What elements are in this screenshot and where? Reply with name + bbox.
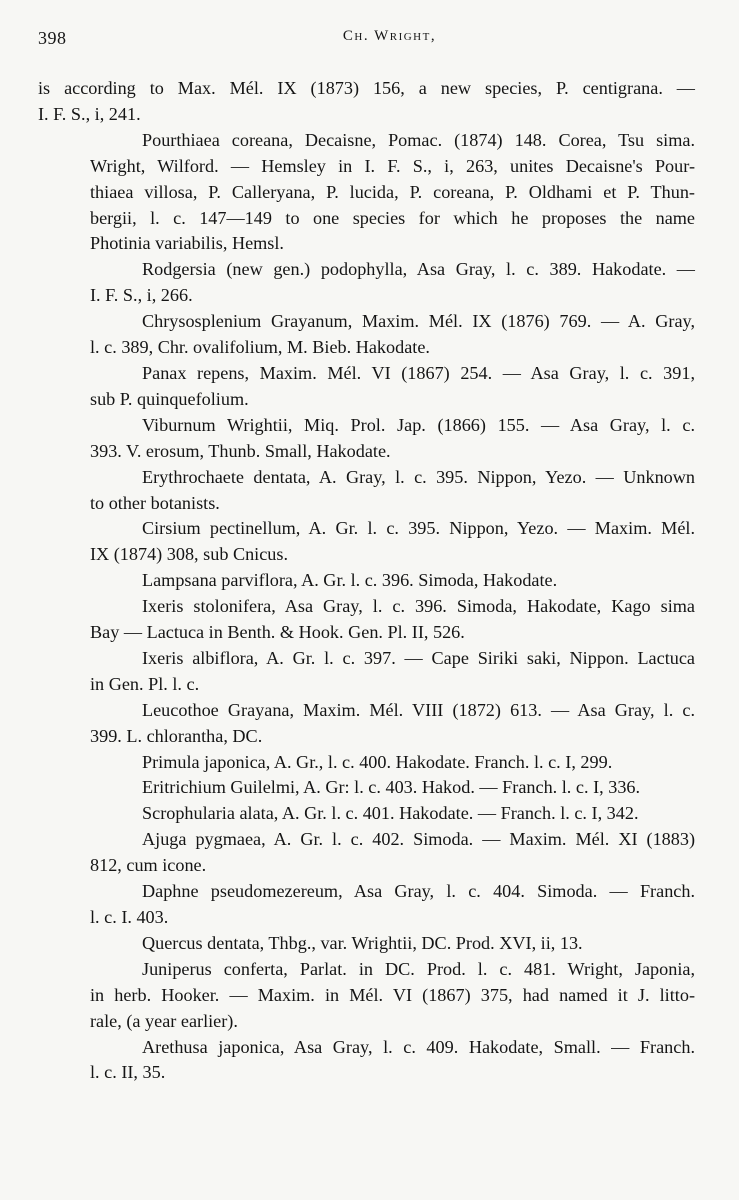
text-line: Pourthiaea coreana, Decaisne, Pomac. (1874) 148. Corea, Tsu sima. xyxy=(142,129,695,150)
entry-paragraph xyxy=(38,775,695,801)
entry-paragraph xyxy=(38,750,695,776)
entry-paragraph xyxy=(38,568,695,594)
entry-paragraph xyxy=(38,309,695,361)
running-head: Ch. Wright, xyxy=(342,28,437,44)
page-number: 398 xyxy=(38,28,67,48)
entry-paragraph xyxy=(38,698,695,750)
text-line: Chrysosplenium Grayanum, Maxim. Mél. IX (1876) 769. — A. Gray, xyxy=(142,311,695,332)
page-header xyxy=(38,28,701,58)
entry-paragraph xyxy=(38,361,695,413)
text-line: Cirsium pectinellum, A. Gr. l. c. 395. Nippon, Yezo. — Maxim. Mél. xyxy=(142,518,695,539)
text-line: thiaea villosa, P. Calleryana, P. lucida, P. coreana, P. Oldhami et P. Thun- xyxy=(90,181,695,202)
entry-paragraph xyxy=(38,827,695,879)
entry-paragraph xyxy=(38,957,695,1035)
text-line: Quercus dentata, Thbg., var. Wrightii, DC. Prod. XVI, ii, 13. xyxy=(142,932,583,953)
text-line: Viburnum Wrightii, Miq. Prol. Jap. (1866) 155. — Asa Gray, l. c. xyxy=(142,414,695,435)
body-text xyxy=(38,76,695,1086)
text-line: l. c. 389, Chr. ovalifolium, M. Bieb. Hakodate. xyxy=(90,337,430,358)
entry-paragraph xyxy=(38,879,695,931)
text-line: l. c. I. 403. xyxy=(90,907,169,927)
entry-paragraph xyxy=(38,594,695,646)
entry-paragraph xyxy=(38,128,695,258)
text-line: sub P. quinquefolium. xyxy=(90,388,249,409)
entry-paragraph xyxy=(38,646,695,698)
entry-paragraph xyxy=(38,931,695,957)
entry-paragraph xyxy=(38,413,695,465)
text-line: Wright, Wilford. — Hemsley in I. F. S., i, 263, unites Decaisne's Pour- xyxy=(90,155,695,176)
entry-paragraph xyxy=(38,801,695,827)
text-line: l. c. II, 35. xyxy=(90,1062,166,1083)
text-line: Rodgersia (new gen.) podophylla, Asa Gray, l. c. 389. Hakodate. — xyxy=(142,259,695,280)
text-line: 812, cum icone. xyxy=(90,855,207,876)
text-line: to other botanists. xyxy=(90,492,220,513)
text-line: Primula japonica, A. Gr., l. c. 400. Hakodate. Franch. l. c. I, 299. xyxy=(142,751,613,772)
text-line: I. F. S., i, 266. xyxy=(90,285,193,306)
text-line: Scrophularia alata, A. Gr. l. c. 401. Hakodate. — Franch. l. c. I, 342. xyxy=(142,803,639,824)
text-line: Lampsana parviflora, A. Gr. l. c. 396. Simoda, Hakodate. xyxy=(142,570,558,591)
entry-paragraph xyxy=(38,516,695,568)
text-line: Juniperus conferta, Parlat. in DC. Prod. l. c. 481. Wright, Japonia, xyxy=(142,958,695,979)
entry-paragraph xyxy=(38,257,695,309)
text-line: IX (1874) 308, sub Cnicus. xyxy=(90,544,289,565)
text-line: 399. L. chlorantha, DC. xyxy=(90,725,263,746)
text-line: rale, (a year earlier). xyxy=(90,1010,238,1031)
text-line: Eritrichium Guilelmi, A. Gr: l. c. 403. Hakod. — Franch. l. c. I, 336. xyxy=(142,777,641,798)
text-line: Bay — Lactuca in Benth. & Hook. Gen. Pl. II, 526. xyxy=(90,622,465,643)
text-line: Panax repens, Maxim. Mél. VI (1867) 254. — Asa Gray, l. c. 391, xyxy=(142,362,695,383)
text-line: Photinia variabilis, Hemsl. xyxy=(90,233,284,254)
text-line: 393. V. erosum, Thunb. Small, Hakodate. xyxy=(90,440,391,461)
text-line: Daphne pseudomezereum, Asa Gray, l. c. 404. Simoda. — Franch. xyxy=(142,881,695,902)
text-line: in herb. Hooker. — Maxim. in Mél. VI (1867) 375, had named it J. litto- xyxy=(90,984,695,1005)
text-line: Ajuga pygmaea, A. Gr. l. c. 402. Simoda. — Maxim. Mél. XI (1883) xyxy=(142,829,695,850)
text-line: Leucothoe Grayana, Maxim. Mél. VIII (1872) 613. — Asa Gray, l. c. xyxy=(142,699,695,720)
text-line: Ixeris albiflora, A. Gr. l. c. 397. — Cape Siriki saki, Nippon. Lactuca xyxy=(142,647,695,668)
text-line: Erythrochaete dentata, A. Gray, l. c. 395. Nippon, Yezo. — Unknown xyxy=(142,466,695,487)
text-line: I. F. S., i, 241. xyxy=(38,103,141,124)
text-line: bergii, l. c. 147—149 to one species for which he proposes the name xyxy=(90,207,695,228)
entry-paragraph xyxy=(38,465,695,517)
text-line: is according to Max. Mél. IX (1873) 156, a new species, P. centigrana. — xyxy=(38,78,695,98)
text-line: in Gen. Pl. l. c. xyxy=(90,673,200,694)
text-line: Arethusa japonica, Asa Gray, l. c. 409. Hakodate, Small. — Franch. xyxy=(142,1036,695,1057)
text-line: Ixeris stolonifera, Asa Gray, l. c. 396. Simoda, Hakodate, Kago sima xyxy=(142,596,695,617)
entry-paragraph xyxy=(38,76,695,128)
entry-paragraph xyxy=(38,1035,695,1087)
